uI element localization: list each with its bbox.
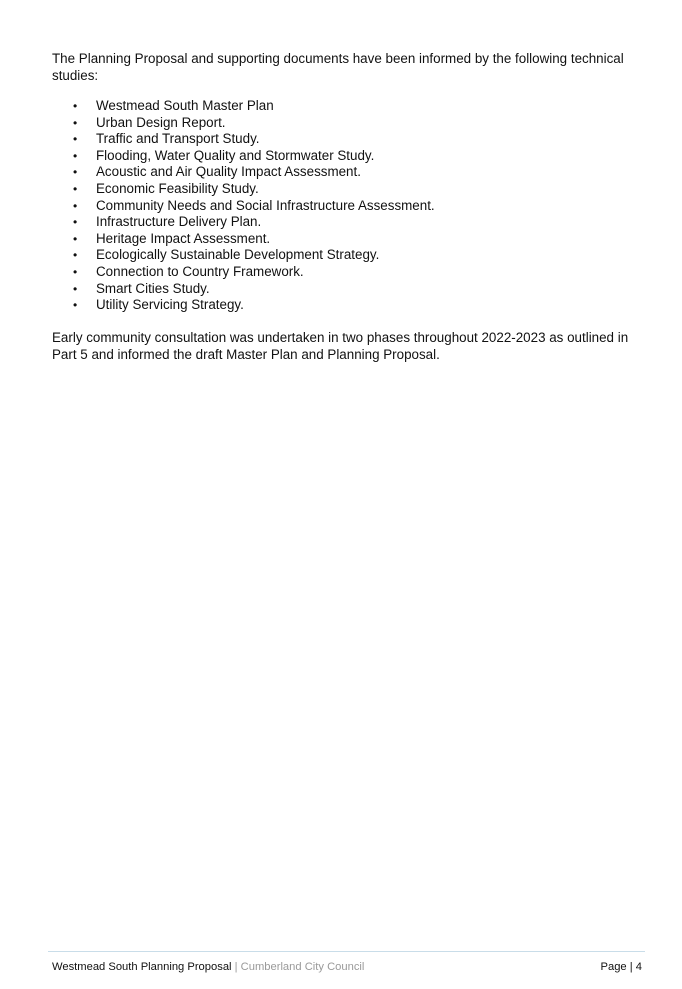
list-item-label: Ecologically Sustainable Development Strategy. <box>96 247 380 263</box>
list-item-label: Infrastructure Delivery Plan. <box>96 214 262 230</box>
list-item <box>52 247 648 264</box>
list-item <box>52 131 648 148</box>
footer-organisation: Cumberland City Council <box>240 961 365 973</box>
bullet-icon: • <box>73 264 78 279</box>
list-item-label: Community Needs and Social Infrastructure Assessment. <box>96 197 435 213</box>
list-item <box>52 231 648 248</box>
bullet-icon: • <box>73 298 78 313</box>
list-item-label: Westmead South Master Plan <box>96 98 274 113</box>
list-item-label: Utility Servicing Strategy. <box>96 297 244 313</box>
list-item-label: Smart Cities Study. <box>96 280 210 296</box>
list-item <box>52 98 648 115</box>
list-item-label: Connection to Country Framework. <box>96 263 304 279</box>
list-item <box>52 281 648 298</box>
closing-paragraph: Early community consultation was undertaken in two phases throughout 2022-2023 as outlined in Part 5 and informed the draft Master Plan and Planning Proposal. <box>52 330 629 362</box>
list-item-label: Acoustic and Air Quality Impact Assessment. <box>96 164 361 180</box>
bullet-icon: • <box>73 165 78 180</box>
list-item <box>52 115 648 132</box>
bullet-icon: • <box>73 231 78 246</box>
bullet-icon: • <box>73 132 78 147</box>
bullet-icon: • <box>73 181 78 196</box>
bullet-icon: • <box>73 281 78 296</box>
footer-page-number: Page | 4 <box>600 961 642 973</box>
list-item <box>52 148 648 165</box>
footer-document-info <box>52 960 364 974</box>
list-item <box>52 264 648 281</box>
bullet-icon: • <box>73 148 78 163</box>
list-item <box>52 164 648 181</box>
bullet-icon: • <box>73 198 78 213</box>
list-item-label: Flooding, Water Quality and Stormwater Study. <box>96 147 375 163</box>
list-item-label: Economic Feasibility Study. <box>96 180 259 196</box>
footer-divider <box>48 951 645 952</box>
technical-studies-list <box>52 98 648 314</box>
bullet-icon: • <box>73 99 78 113</box>
intro-paragraph: The Planning Proposal and supporting documents have been informed by the following technical studies: <box>52 51 624 83</box>
footer-separator: | <box>234 961 238 973</box>
bullet-icon: • <box>73 115 78 130</box>
list-item-label: Urban Design Report. <box>96 114 226 130</box>
list-item <box>52 214 648 231</box>
bullet-icon: • <box>73 248 78 263</box>
bullet-icon: • <box>73 215 78 230</box>
footer-document-title: Westmead South Planning Proposal <box>52 961 232 973</box>
list-item <box>52 198 648 215</box>
list-item-label: Heritage Impact Assessment. <box>96 230 271 246</box>
list-item <box>52 181 648 198</box>
list-item <box>52 297 648 314</box>
list-item-label: Traffic and Transport Study. <box>96 131 260 147</box>
